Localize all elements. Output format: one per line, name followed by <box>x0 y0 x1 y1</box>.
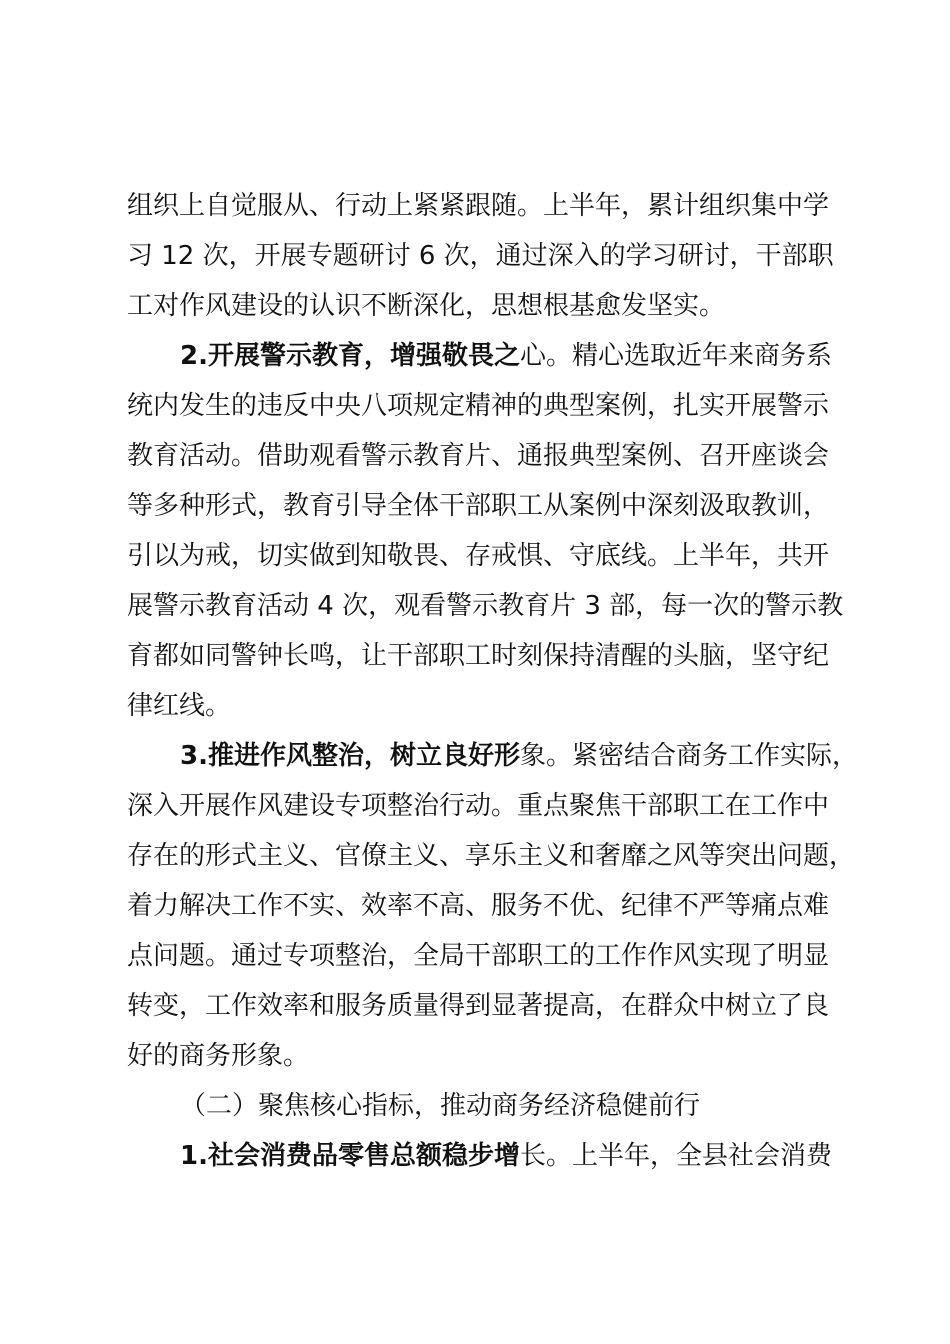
paragraph-heading-line <box>180 336 870 376</box>
text-line: 存在的形式主义、官僚主义、享乐主义和奢靡之风等突出问题， <box>127 841 856 871</box>
paragraph-heading: 3.推进作风整治，树立良好形 <box>180 741 520 771</box>
text-line: 转变，工作效率和服务质量得到显著提高，在群众中树立了良 <box>127 991 830 1021</box>
text-line: 引以为戒，切实做到知敬畏、存戒惧、守底线。上半年，共开 <box>127 541 830 571</box>
paragraph-text: 象。紧密结合商务工作实际， <box>519 741 858 771</box>
paragraph-heading: 1.社会消费品零售总额稳步增 <box>180 1141 520 1171</box>
paragraph-text: 长。上半年，全县社会消费 <box>519 1141 832 1171</box>
text-line: 统内发生的违反中央八项规定精神的典型案例，扎实开展警示 <box>127 391 830 421</box>
text-line: 工对作风建设的认识不断深化，思想根基愈发坚实。 <box>127 291 726 321</box>
text-line: 好的商务形象。 <box>127 1041 310 1071</box>
text-line: 着力解决工作不实、效率不高、服务不优、纪律不严等痛点难 <box>127 891 830 921</box>
text-line: 深入开展作风建设专项整治行动。重点聚焦干部职工在工作中 <box>127 791 830 821</box>
paragraph-text: 心。精心选取近年来商务系 <box>519 341 832 371</box>
paragraph-heading: 2.开展警示教育，增强敬畏之 <box>180 341 520 371</box>
text-line: 习 12 次，开展专题研讨 6 次，通过深入的学习研讨，干部职 <box>127 241 834 271</box>
text-line: 教育活动。借助观看警示教育片、通报典型案例、召开座谈会 <box>127 441 830 471</box>
text-line: 组织上自觉服从、行动上紧紧跟随。上半年，累计组织集中学 <box>127 191 830 221</box>
text-line: 等多种形式，教育引导全体干部职工从案例中深刻汲取教训， <box>127 491 830 521</box>
text-line: 育都如同警钟长鸣，让干部职工时刻保持清醒的头脑，坚守纪 <box>127 641 830 671</box>
section-heading: （二）聚焦核心指标，推动商务经济稳健前行 <box>180 1091 701 1121</box>
paragraph-heading-line <box>180 736 870 776</box>
text-line: 展警示教育活动 4 次，观看警示教育片 3 部，每一次的警示教 <box>127 591 844 621</box>
text-line: 点问题。通过专项整治，全局干部职工的工作作风实现了明显 <box>127 941 830 971</box>
text-line: 律红线。 <box>127 691 232 721</box>
paragraph-heading-line <box>180 1136 870 1176</box>
